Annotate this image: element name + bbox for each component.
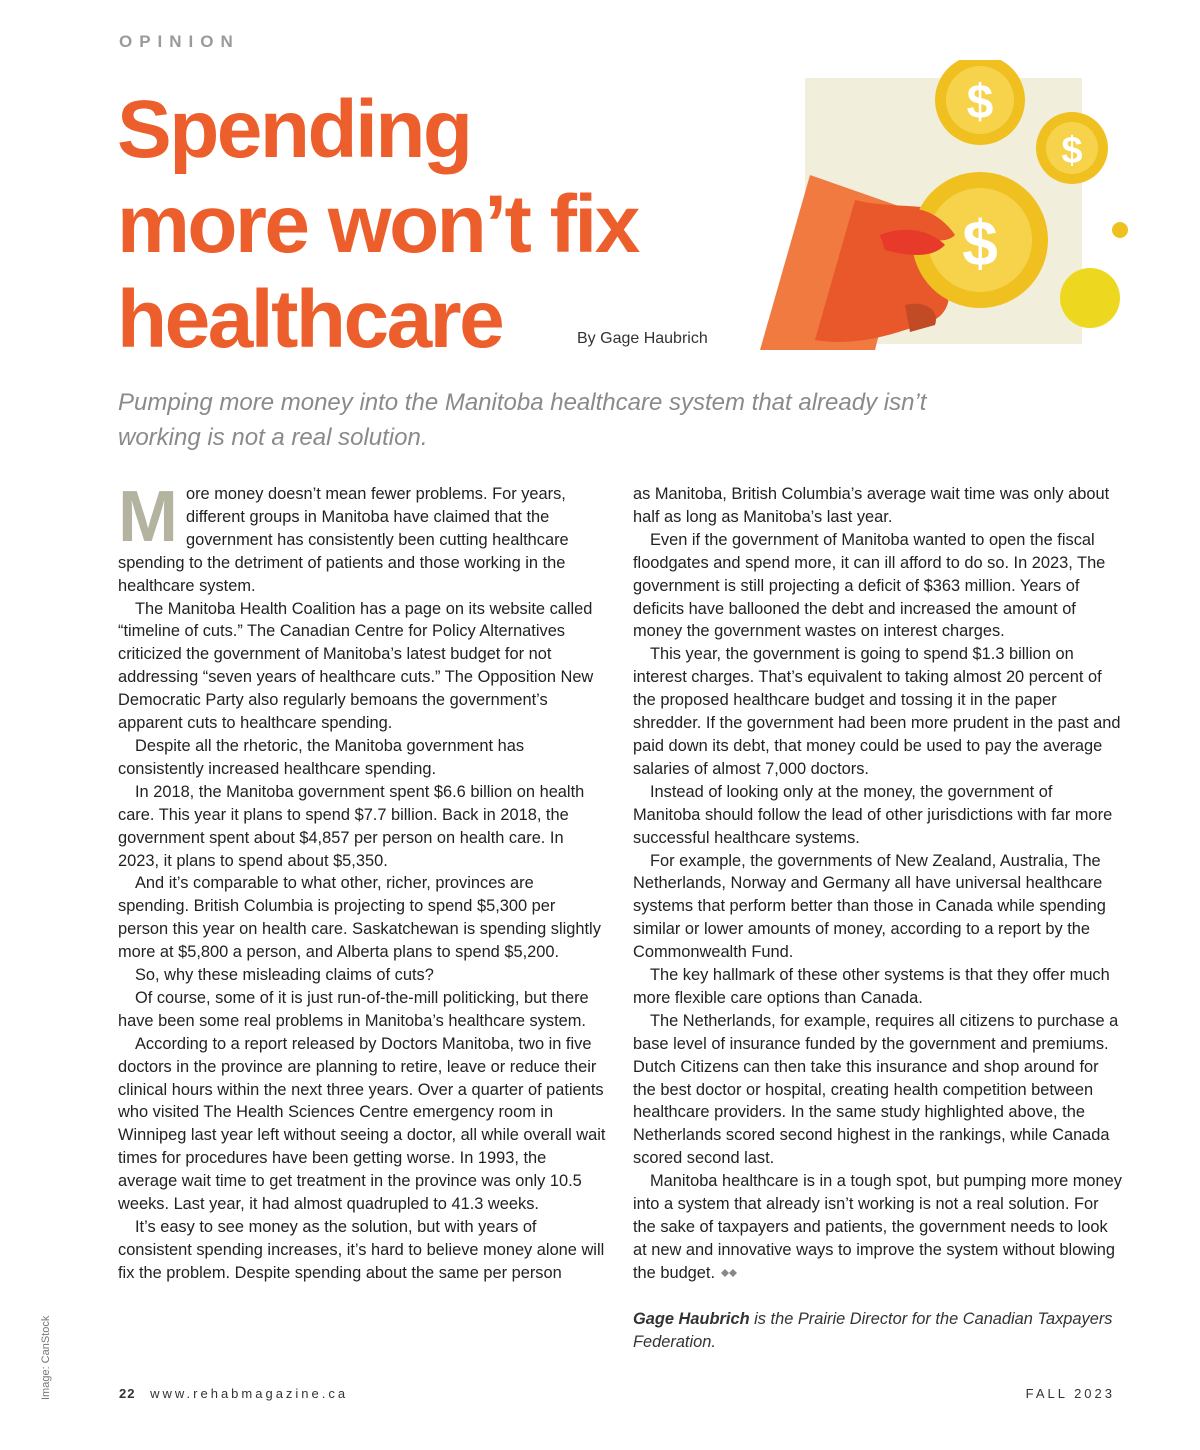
article-paragraph: The key hallmark of these other systems is that they offer much more flexible care options than Canada. [633, 966, 1110, 1007]
article-paragraph: In 2018, the Manitoba government spent $6.6 billion on health care. This year it plans to spend $7.7 billion. Back in 2018, the government spent about $4,857 per person on health care. In 2023, it plans to spend about $5,350. [118, 782, 585, 870]
article-paragraph: This year, the government is going to spend $1.3 billion on interest charges. That’s equivalent to taking almost 20 percent of the proposed healthcare budget and tossing it in the paper shredder. If the government had been more prudent in the past and paid down its debt, that money could be used to pay the average salaries of almost 7,000 doctors. [633, 645, 1121, 778]
article-paragraph-continued: as Manitoba, British Columbia’s average wait time was only about half as long as Manitoba’s last year. [633, 485, 1110, 526]
website-link[interactable]: www.rehabmagazine.ca [150, 1386, 349, 1401]
headline-line-1: Spending [117, 84, 471, 175]
byline: By Gage Haubrich [577, 330, 708, 347]
svg-text:$: $ [962, 207, 998, 279]
article-paragraph: It’s easy to see money as the solution, but with years of consistent spending increases, it’s hard to believe money alone will fix the problem. Despite spending about the same per person [118, 1218, 605, 1282]
article-paragraph [118, 477, 608, 598]
article-final-paragraph [633, 1170, 1123, 1285]
author-bio [633, 1308, 1113, 1354]
final-paragraph-text: Manitoba healthcare is in a tough spot, but pumping more money into a system that already isn’t working is not a real solution. For the sake of taxpayers and patients, the government needs to look at new and innovative ways to improve the system without blowing the budget. [633, 1172, 1122, 1282]
first-paragraph-text: ore money doesn’t mean fewer problems. For years, different groups in Manitoba have claimed that the government has consistently been cutting healthcare spending to the detriment of patients and those working in the healthcare system. [118, 485, 569, 595]
drop-cap: M [118, 477, 178, 557]
article-paragraph: The Netherlands, for example, requires all citizens to purchase a base level of insurance funded by the government and premiums. Dutch Citizens can then take this insurance and shop around for the best doctor or hospital, creating health competition between healthcare providers. In the same study highlighted above, the Netherlands scored second highest in the rankings, while Canada scored second last. [633, 1011, 1119, 1168]
article-paragraph: Even if the government of Manitoba wanted to open the fiscal floodgates and spend more, it can ill afford to do so. In 2023, The government is still projecting a deficit of $363 million. Years of deficits have ballooned the debt and increased the amount of money the government wastes on interest charges. [633, 530, 1106, 641]
article-paragraph: And it’s comparable to what other, richer, provinces are spending. British Columbia is projecting to spend $5,300 per person this year on health care. Saskatchewan is spending slightly more at $5,800 a person, and Alberta plans to spend $5,200. [118, 874, 601, 962]
article-paragraph: Instead of looking only at the money, the government of Manitoba should follow the lead of other jurisdictions with far more successful healthcare systems. [633, 782, 1113, 847]
article-paragraph: So, why these misleading claims of cuts? [135, 966, 434, 985]
end-mark-icon [719, 1267, 739, 1279]
issue-label: FALL 2023 [1025, 1386, 1115, 1401]
article-paragraph: Of course, some of it is just run-of-the-mill politicking, but there have been some real problems in Manitoba’s healthcare system. [118, 988, 589, 1030]
hero-illustration [755, 60, 1135, 350]
author-bio-text: is the Prairie Director for the Canadian Taxpayers Federation. [633, 1310, 1113, 1351]
svg-text:$: $ [1061, 130, 1083, 172]
headline-line-3: healthcare [117, 274, 503, 365]
headline [117, 82, 737, 367]
article-paragraph: The Manitoba Health Coalition has a page on its website called “timeline of cuts.” The Canadian Centre for Policy Alternatives criticized the government of Manitoba’s latest budget for not addressing “seven years of healthcare cuts.” The Opposition New Democratic Party also regularly bemoans the government’s apparent cuts to healthcare spending. [118, 599, 594, 733]
deck: Pumping more money into the Manitoba healthcare system that already isn’t working is not a real solution. [118, 389, 927, 451]
author-bio-name: Gage Haubrich [633, 1310, 750, 1328]
coin-partial-icon [1060, 268, 1120, 328]
section-label: OPINION [119, 32, 240, 51]
article-column-right [633, 483, 1123, 1285]
svg-text:$: $ [966, 76, 994, 129]
image-credit: Image: CanStock [40, 1315, 52, 1400]
page-number: 22 [119, 1386, 136, 1401]
coin-small-dot-icon [1112, 222, 1128, 238]
article-paragraph: According to a report released by Doctors Manitoba, two in five doctors in the province are planning to retire, leave or reduce their clinical hours within the next three years. Over a quarter of patients who visited The Health Sciences Centre emergency room in Winnipeg last year left without seeing a doctor, all while overall wait times for procedures have been getting worse. In 1993, the average wait time to get treatment in the province was only 10.5 weeks. Last year, it had almost quadrupled to 41.3 weeks. [118, 1034, 606, 1214]
article-column-left [118, 477, 608, 1285]
headline-line-2: more won’t fix [117, 179, 638, 270]
footer-left [119, 1386, 348, 1401]
article-paragraph: For example, the governments of New Zealand, Australia, The Netherlands, Norway and Germany all have universal healthcare systems that perform better than those in Canada while spending similar or lower amounts of money, according to a report by the Commonwealth Fund. [633, 851, 1106, 962]
article-paragraph: Despite all the rhetoric, the Manitoba government has consistently increased healthcare spending. [118, 736, 525, 778]
